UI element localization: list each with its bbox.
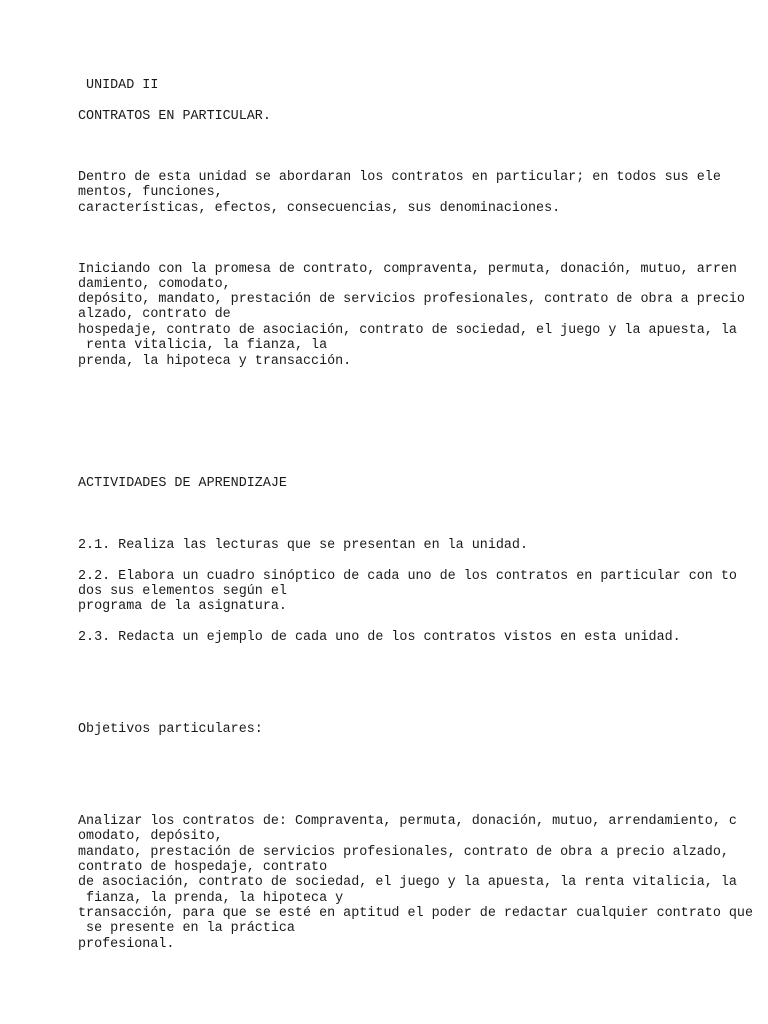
objectives-line: mandato, prestación de servicios profesionales, contrato de obra a precio alzado, [78, 845, 729, 860]
activity-item-line: dos sus elementos según el [78, 584, 287, 599]
objectives-line: profesional. [78, 937, 175, 952]
contracts-line: depósito, mandato, prestación de servicios profesionales, contrato de obra a precio [78, 292, 745, 307]
objectives-line: Analizar los contratos de: Compraventa, permuta, donación, mutuo, arrendamiento, c [78, 814, 737, 829]
objectives-line: fianza, la prenda, la hipoteca y [78, 891, 344, 906]
document-title: CONTRATOS EN PARTICULAR. [78, 109, 271, 124]
contracts-line: renta vitalicia, la fianza, la [78, 338, 328, 353]
intro-line: mentos, funciones, [78, 185, 223, 200]
contracts-line: damiento, comodato, [78, 277, 231, 292]
activity-item-line: 2.2. Elabora un cuadro sinóptico de cada uno de los contratos en particular con to [78, 569, 737, 584]
objectives-line: omodato, depósito, [78, 829, 223, 844]
activity-item-line: programa de la asignatura. [78, 599, 287, 614]
objectives-line: se presente en la práctica [78, 921, 295, 936]
activity-item: 2.1. Realiza las lecturas que se presentan en la unidad. [78, 538, 528, 553]
contracts-line: Iniciando con la promesa de contrato, compraventa, permuta, donación, mutuo, arren [78, 262, 737, 277]
objectives-line: contrato de hospedaje, contrato [78, 860, 328, 875]
contracts-line: prenda, la hipoteca y transacción. [78, 354, 352, 369]
objectives-heading: Objetivos particulares: [78, 722, 263, 737]
contracts-line: alzado, contrato de [78, 307, 231, 322]
unit-heading: UNIDAD II [78, 78, 159, 93]
intro-line: características, efectos, consecuencias, sus denominaciones. [78, 201, 561, 216]
objectives-line: transacción, para que se esté en aptitud el poder de redactar cualquier contrato que [78, 906, 753, 921]
activities-heading: ACTIVIDADES DE APRENDIZAJE [78, 476, 287, 491]
contracts-line: hospedaje, contrato de asociación, contrato de sociedad, el juego y la apuesta, la [78, 323, 737, 338]
objectives-line: de asociación, contrato de sociedad, el juego y la apuesta, la renta vitalicia, la [78, 875, 737, 890]
intro-line: Dentro de esta unidad se abordaran los contratos en particular; en todos sus ele [78, 170, 721, 185]
activity-item: 2.3. Redacta un ejemplo de cada uno de los contratos vistos en esta unidad. [78, 630, 681, 645]
